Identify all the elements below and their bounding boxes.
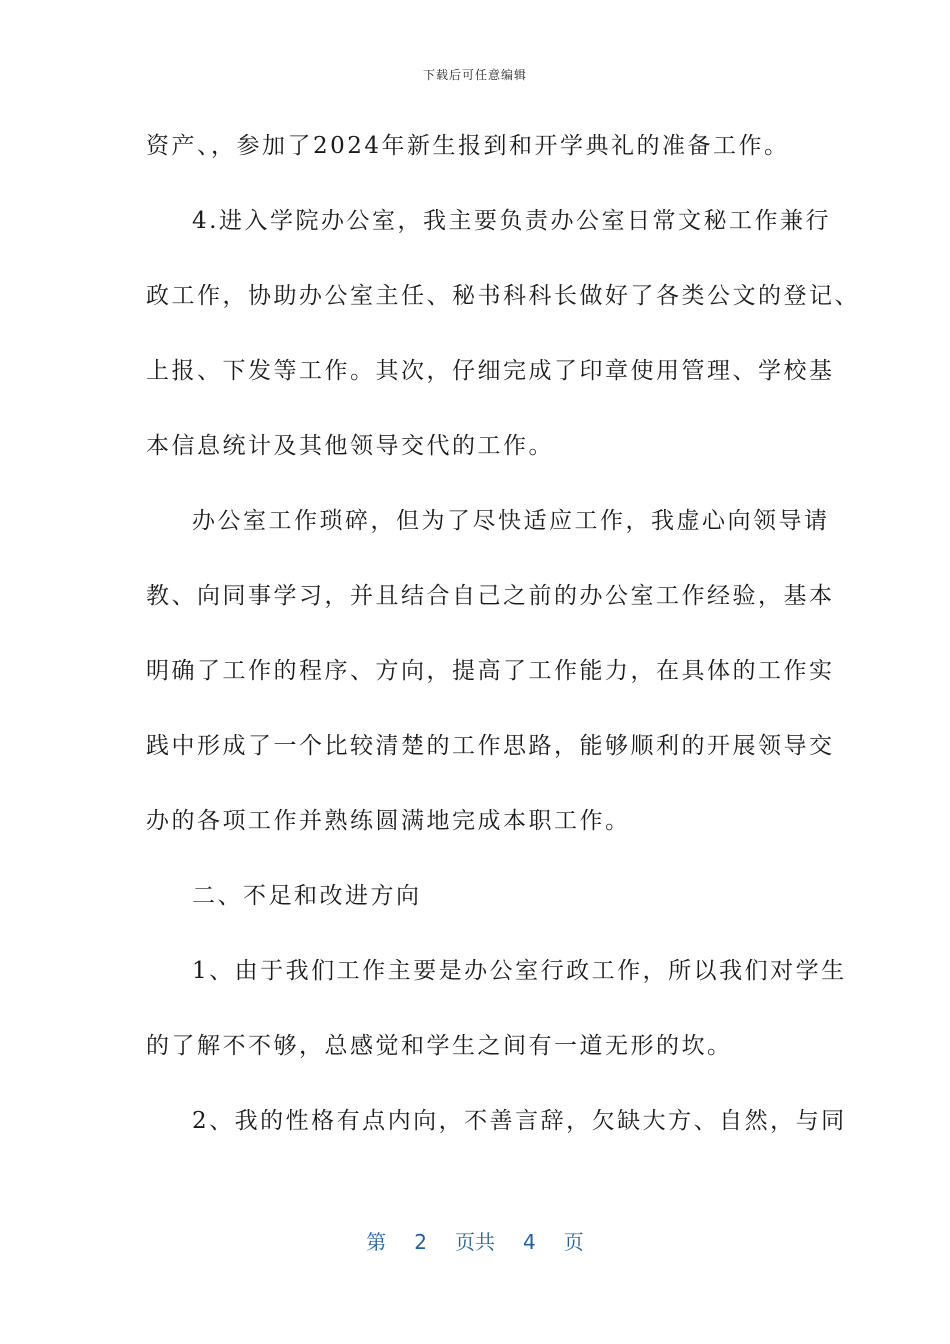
- text-line-1: 资产、，参加了2024年新生报到和开学典礼的准备工作。: [146, 133, 790, 159]
- page-footer: [0, 1226, 950, 1255]
- text-line-3: 政工作，协助办公室主任、秘书科科长做好了各类公文的登记、: [146, 283, 860, 309]
- section-heading: 二、不足和改进方向: [192, 883, 422, 909]
- text-line-4: 上报、下发等工作。其次，仔细完成了印章使用管理、学校基: [146, 358, 835, 384]
- text-line-6: 办公室工作琐碎，但为了尽快适应工作，我虚心向领导请: [192, 508, 830, 534]
- document-body: [146, 126, 860, 1176]
- text-line-9: 践中形成了一个比较清楚的工作思路，能够顺利的开展领导交: [146, 733, 835, 759]
- text-line-12: 1、由于我们工作主要是办公室行政工作，所以我们对学生: [192, 958, 847, 984]
- footer-prefix: 第: [366, 1230, 387, 1254]
- text-line-14: 2、我的性格有点内向，不善言辞，欠缺大方、自然，与同: [192, 1108, 847, 1134]
- total-pages-number: 4: [523, 1230, 536, 1254]
- footer-suffix: 页: [563, 1230, 584, 1254]
- text-line-10: 办的各项工作并熟练圆满地完成本职工作。: [146, 808, 631, 834]
- text-line-13: 的了解不不够，总感觉和学生之间有一道无形的坎。: [146, 1033, 733, 1059]
- footer-middle: 页共: [455, 1230, 495, 1254]
- text-line-7: 教、向同事学习，并且结合自己之前的办公室工作经验，基本: [146, 583, 835, 609]
- text-line-8: 明确了工作的程序、方向，提高了工作能力，在具体的工作实: [146, 658, 835, 684]
- header-note: 下载后可任意编辑: [422, 68, 527, 82]
- text-line-5: 本信息统计及其他领导交代的工作。: [146, 433, 554, 459]
- current-page-number: 2: [414, 1230, 427, 1254]
- text-line-2: 4.进入学院办公室，我主要负责办公室日常文秘工作兼行: [192, 208, 831, 234]
